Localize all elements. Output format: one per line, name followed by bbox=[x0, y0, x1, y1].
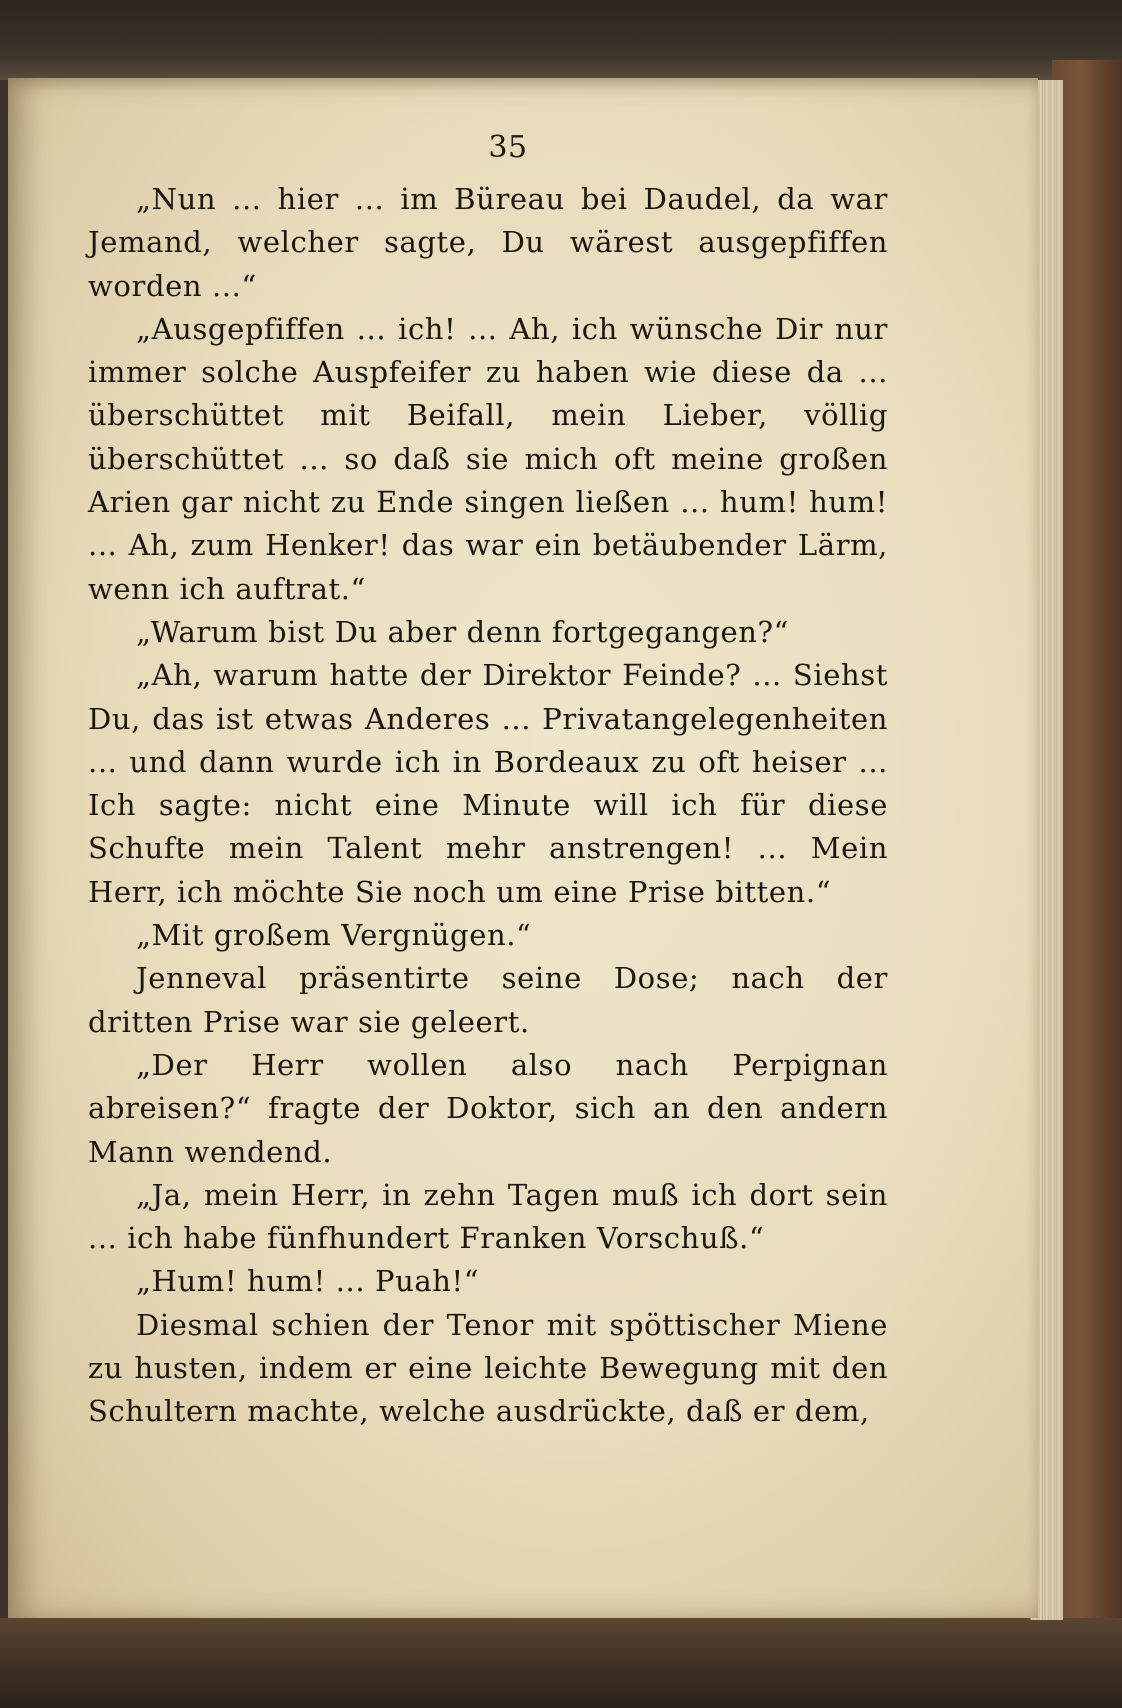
page-text-block bbox=[88, 118, 888, 1434]
paragraph: Diesmal schien der Tenor mit spöttischer Miene zu husten, indem er eine leichte Bewegung mit den Schultern machte, welche ausdrückte, daß er dem, bbox=[88, 1307, 888, 1429]
paragraph: „Der Herr wollen also nach Perpignan abreisen?“ fragte der Doktor, sich an den andern Mann wendend. bbox=[88, 1047, 888, 1169]
paragraph: „Ja, mein Herr, in zehn Tagen muß ich dort sein ... ich habe fünfhundert Franken Vorschuß.“ bbox=[88, 1177, 888, 1256]
paragraph: „Ah, warum hatte der Direktor Feinde? ... Siehst Du, das ist etwas Anderes ... Privatangelegenheiten ... und dann wurde ich in Bordeaux zu oft heiser ... Ich sagte: nicht eine Minute will ich für diese Schufte mein Talent mehr anstrengen! ... Mein Herr, ich möchte Sie noch um eine Prise bitten.“ bbox=[88, 658, 888, 909]
paragraph: Jenneval präsentirte seine Dose; nach der dritten Prise war sie geleert. bbox=[88, 961, 888, 1039]
book-cover-bottom-edge bbox=[0, 1618, 1122, 1708]
paragraph: „Hum! hum! ... Puah!“ bbox=[136, 1264, 480, 1299]
page-number: 35 bbox=[488, 130, 528, 165]
paragraph: „Nun ... hier ... im Büreau bei Daudel, da war Jemand, welcher sagte, Du wärest ausgepfiffen worden ...“ bbox=[88, 182, 888, 303]
paragraph: „Ausgepfiffen ... ich! ... Ah, ich wünsche Dir nur immer solche Auspfeifer zu haben wie diese da ... überschüttet mit Beifall, mein Lieber, völlig überschüttet ... so daß sie mich oft meine großen Arien gar nicht zu Ende singen ließen ... hum! hum! ... Ah, zum Henker! das war ein betäubender Lärm, wenn ich auftrat.“ bbox=[88, 311, 888, 606]
paragraph: „Mit großem Vergnügen.“ bbox=[136, 918, 532, 953]
book-cover-top-edge bbox=[0, 0, 1122, 80]
book-page bbox=[8, 78, 1038, 1618]
paragraph: „Warum bist Du aber denn fortgegangen?“ bbox=[136, 614, 790, 649]
